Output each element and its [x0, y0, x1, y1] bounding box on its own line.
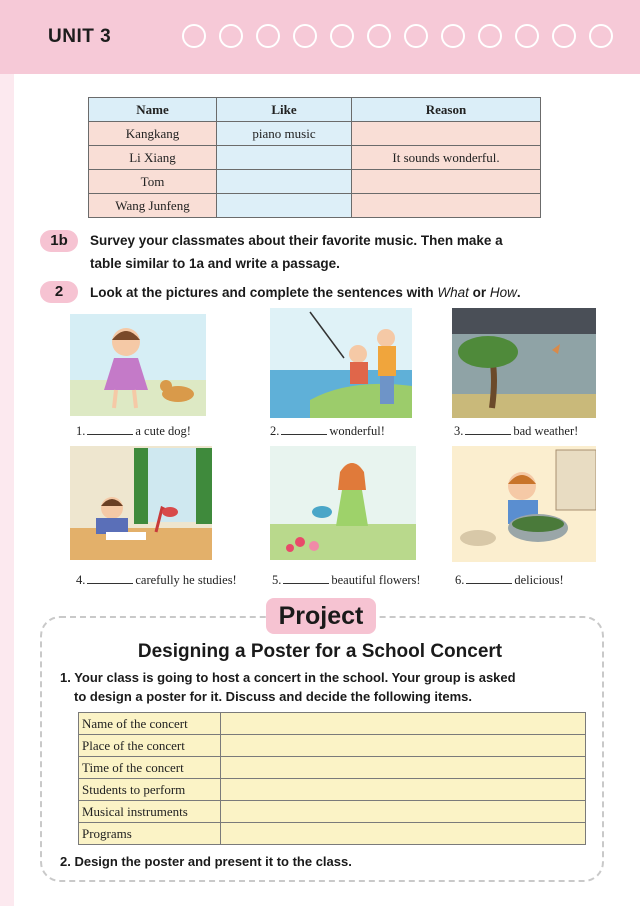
task-2-tag: 2: [40, 281, 78, 303]
row-label: Students to perform: [79, 779, 221, 801]
task-1b-line2: table similar to 1a and write a passage.: [90, 256, 340, 271]
cell-like[interactable]: piano music: [217, 122, 352, 146]
cell-name: Wang Junfeng: [89, 194, 217, 218]
table-row: [89, 122, 541, 146]
answer-blank[interactable]: [87, 573, 133, 584]
row-label: Place of the concert: [79, 735, 221, 757]
table-row: [79, 735, 586, 757]
sentence-number: 1.: [76, 424, 86, 438]
cell-name: Kangkang: [89, 122, 217, 146]
page-side-band: [0, 74, 14, 906]
sentence-3: [454, 424, 578, 439]
header-name: Name: [89, 98, 217, 122]
cell-reason[interactable]: It sounds wonderful.: [352, 146, 541, 170]
cell-like[interactable]: [217, 170, 352, 194]
table-row: [79, 757, 586, 779]
word-or: or: [472, 285, 487, 300]
picture-fishing: [270, 308, 412, 418]
answer-blank[interactable]: [465, 424, 511, 435]
cell-reason[interactable]: [352, 170, 541, 194]
sentence-number: 3.: [454, 424, 464, 438]
picture-studying: [70, 446, 212, 560]
answer-cell[interactable]: [221, 801, 586, 823]
task-1b-tag: 1b: [40, 230, 78, 252]
project-subtitle: Designing a Poster for a School Concert: [137, 641, 503, 662]
table-row: [79, 713, 586, 735]
table-row: [89, 194, 541, 218]
row-label: Musical instruments: [79, 801, 221, 823]
header-reason: Reason: [352, 98, 541, 122]
sentence-2: [270, 424, 385, 439]
table-header-row: [89, 98, 541, 122]
answer-blank[interactable]: [281, 424, 327, 435]
sentence-number: 6.: [455, 573, 465, 587]
sentence-1: [76, 424, 191, 439]
cell-like[interactable]: [217, 146, 352, 170]
table-row: [89, 146, 541, 170]
row-label: Programs: [79, 823, 221, 845]
task-2-instruction: Look at the pictures and complete the sentences with What or How.: [90, 285, 521, 300]
cell-name: Tom: [89, 170, 217, 194]
picture-flowers: [270, 446, 416, 560]
table-row: [89, 170, 541, 194]
answer-blank[interactable]: [283, 573, 329, 584]
picture-delicious-food: [452, 446, 596, 562]
project-title: Project: [266, 598, 376, 634]
cell-like[interactable]: [217, 194, 352, 218]
word-what: What: [437, 285, 469, 300]
table-row: [79, 779, 586, 801]
sentence-number: 2.: [270, 424, 280, 438]
answer-cell[interactable]: [221, 823, 586, 845]
sentence-number: 5.: [272, 573, 282, 587]
picture-girl-dog: [70, 314, 206, 416]
task-2-text: Look at the pictures and complete the sentences with: [90, 285, 434, 300]
sentence-5: [272, 573, 421, 588]
sentence-text: delicious!: [514, 573, 564, 587]
sentence-text: a cute dog!: [135, 424, 191, 438]
sentence-6: [455, 573, 564, 588]
word-how: How: [489, 285, 517, 300]
concert-planning-table: [78, 712, 586, 845]
cell-name: Li Xiang: [89, 146, 217, 170]
cell-reason[interactable]: [352, 194, 541, 218]
answer-blank[interactable]: [87, 424, 133, 435]
sentence-4: [76, 573, 237, 588]
unit-header-band: [0, 0, 640, 74]
cell-reason[interactable]: [352, 122, 541, 146]
header-like: Like: [217, 98, 352, 122]
project-item2: 2. Design the poster and present it to the class.: [60, 854, 352, 869]
sentence-number: 4.: [76, 573, 86, 587]
row-label: Time of the concert: [79, 757, 221, 779]
project-item1-line1: 1. Your class is going to host a concert in the school. Your group is asked: [60, 670, 516, 685]
row-label: Name of the concert: [79, 713, 221, 735]
answer-cell[interactable]: [221, 757, 586, 779]
table-row: [79, 801, 586, 823]
answer-cell[interactable]: [221, 713, 586, 735]
task-1b-line1: Survey your classmates about their favorite music. Then make a: [90, 233, 503, 248]
answer-cell[interactable]: [221, 779, 586, 801]
music-survey-table: [88, 97, 541, 218]
sentence-text: carefully he studies!: [135, 573, 237, 587]
unit-title: UNIT 3: [48, 26, 112, 47]
table-row: [79, 823, 586, 845]
sentence-text: wonderful!: [329, 424, 385, 438]
sentence-text: beautiful flowers!: [331, 573, 421, 587]
answer-blank[interactable]: [466, 573, 512, 584]
answer-cell[interactable]: [221, 735, 586, 757]
picture-bad-weather: [452, 308, 596, 418]
sentence-text: bad weather!: [513, 424, 579, 438]
project-item1-line2: to design a poster for it. Discuss and decide the following items.: [74, 689, 473, 704]
